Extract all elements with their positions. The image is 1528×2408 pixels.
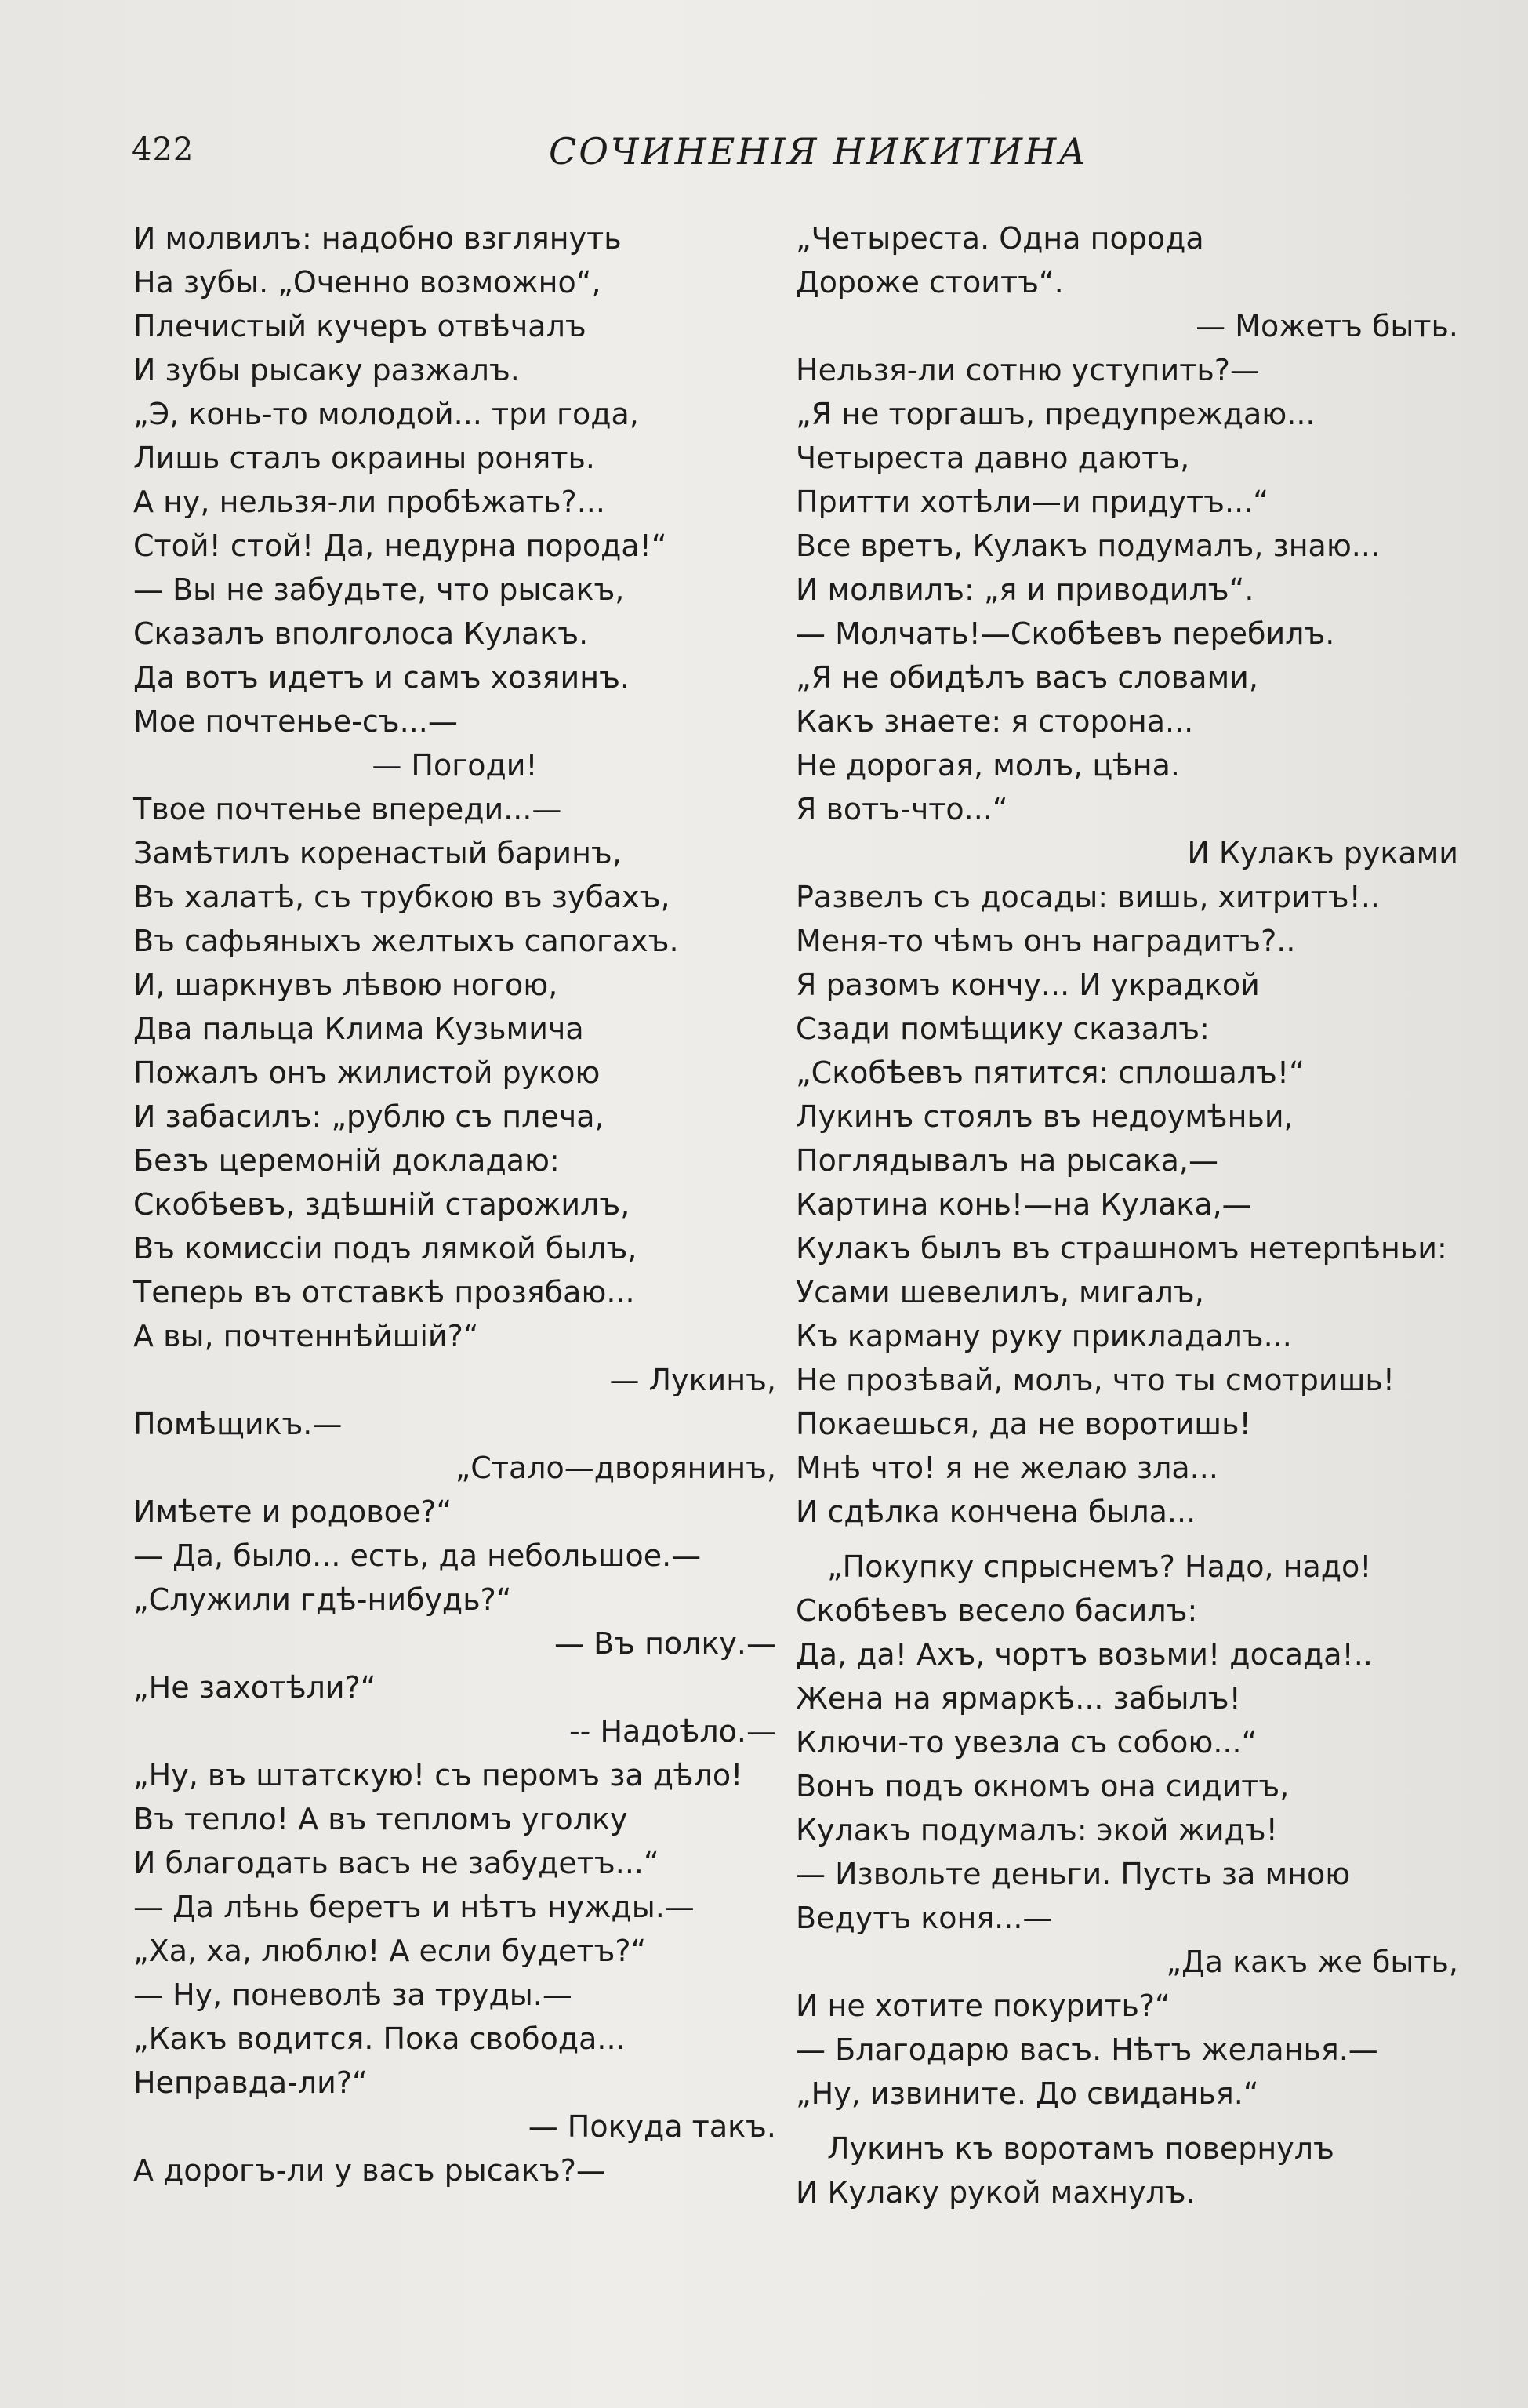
verse-line: Пожалъ онъ жилистой рукою	[133, 1055, 601, 1090]
verse-line: Развелъ съ досады: вишь, хитритъ!..	[796, 880, 1381, 914]
verse-line: „Да какъ же быть,	[1166, 1945, 1458, 1979]
verse-line: Безъ церемоній докладаю:	[133, 1143, 560, 1178]
verse-line: Имѣете и родовое?“	[133, 1495, 452, 1529]
verse-line: „Я не обидѣлъ васъ словами,	[796, 660, 1258, 695]
verse-line: Мое почтенье-съ...—	[133, 704, 458, 739]
verse-line: — Вы не забудьте, что рысакъ,	[133, 572, 625, 607]
verse-line: Кулакъ подумалъ: экой жидъ!	[796, 1813, 1278, 1847]
verse-line: Да, да! Ахъ, чортъ возьми! досада!..	[796, 1637, 1373, 1672]
verse-line: „Ха, ха, люблю! А если будетъ?“	[133, 1934, 647, 1968]
verse-line: — Покуда такъ.	[528, 2109, 776, 2144]
verse-line: — Въ полку.—	[554, 1626, 776, 1661]
verse-line: Неправда-ли?“	[133, 2065, 368, 2100]
verse-line: И благодать васъ не забудетъ...“	[133, 1846, 659, 1880]
verse-line: И забасилъ: „рублю съ плеча,	[133, 1099, 604, 1134]
verse-line: Жена на ярмаркѣ... забылъ!	[796, 1681, 1241, 1716]
verse-line: Сзади помѣщику сказалъ:	[796, 1012, 1210, 1046]
verse-line: Въ сафьяныхъ желтыхъ сапогахъ.	[133, 924, 679, 958]
verse-line: „Служили гдѣ-нибудь?“	[133, 1582, 512, 1617]
verse-line: Къ карману руку прикладалъ...	[796, 1319, 1292, 1353]
verse-line: — Лукинъ,	[609, 1363, 776, 1397]
verse-line: Ведутъ коня...—	[796, 1901, 1053, 1935]
verse-line: Какъ знаете: я сторона...	[796, 704, 1194, 739]
verse-line: Твое почтенье впереди...—	[133, 792, 562, 826]
verse-line: Лишь сталъ окраины ронять.	[133, 441, 595, 475]
verse-line: На зубы. „Оченно возможно“,	[133, 265, 601, 300]
verse-line: Лукинъ стоялъ въ недоумѣньи,	[796, 1099, 1294, 1134]
verse-line: И молвилъ: „я и приводилъ“.	[796, 572, 1254, 607]
page-header	[0, 125, 1528, 180]
verse-line: Вонъ подъ окномъ она сидитъ,	[796, 1769, 1290, 1803]
verse-line: „Ну, въ штатскую! съ перомъ за дѣло!	[133, 1758, 743, 1792]
verse-line: Меня-то чѣмъ онъ наградитъ?..	[796, 924, 1296, 958]
verse-line: Я разомъ кончу... И украдкой	[796, 968, 1260, 1002]
verse-line: Мнѣ что! я не желаю зла...	[796, 1451, 1218, 1485]
right-column	[796, 216, 1458, 2214]
verse-line: Нельзя-ли сотню уступить?—	[796, 353, 1260, 387]
verse-line: И, шаркнувъ лѣвою ногою,	[133, 968, 558, 1002]
verse-line: И молвилъ: надобно взглянуть	[133, 221, 622, 256]
verse-line: А дорогъ-ли у васъ рысакъ?—	[133, 2153, 606, 2188]
running-title: СОЧИНЕНІЯ НИКИТИНА	[549, 130, 1089, 173]
verse-line: Два пальца Клима Кузьмича	[133, 1012, 584, 1046]
verse-line: И Кулаку рукой махнулъ.	[796, 2175, 1196, 2210]
verse-line: „Стало—дворянинъ,	[455, 1451, 776, 1485]
verse-line: Я вотъ-что...“	[796, 792, 1008, 826]
verse-line: Теперь въ отставкѣ прозябаю...	[133, 1275, 635, 1309]
page-number: 422	[132, 132, 194, 168]
verse-line: — Молчать!—Скобѣевъ перебилъ.	[796, 616, 1335, 651]
verse-line: И Кулакъ руками	[1187, 836, 1458, 870]
verse-line: — Благодарю васъ. Нѣтъ желанья.—	[796, 2032, 1378, 2067]
verse-line: Усами шевелилъ, мигалъ,	[796, 1275, 1204, 1309]
verse-line: Стой! стой! Да, недурна порода!“	[133, 528, 667, 563]
verse-line: Въ комиссіи подъ лямкой былъ,	[133, 1231, 637, 1266]
verse-line: Картина конь!—на Кулака,—	[796, 1187, 1252, 1222]
verse-line: Плечистый кучеръ отвѣчалъ	[133, 309, 586, 343]
verse-line: „Не захотѣли?“	[133, 1670, 376, 1705]
verse-line: Сказалъ вполголоса Кулакъ.	[133, 616, 589, 651]
verse-line: — Можетъ быть.	[1196, 309, 1458, 343]
verse-line: Въ тепло! А въ тепломъ уголку	[133, 1802, 628, 1836]
verse-line: Притти хотѣли—и придутъ...“	[796, 485, 1268, 519]
verse-line: Лукинъ къ воротамъ повернулъ	[827, 2131, 1334, 2166]
verse-line: Покаешься, да не воротишь!	[796, 1407, 1251, 1441]
verse-line: Все вретъ, Кулакъ подумалъ, знаю...	[796, 528, 1381, 563]
verse-line: Поглядывалъ на рысака,—	[796, 1143, 1218, 1178]
verse-line: Не дорогая, молъ, цѣна.	[796, 748, 1181, 783]
verse-line: А ну, нельзя-ли пробѣжать?...	[133, 485, 605, 519]
verse-line: Замѣтилъ коренастый баринъ,	[133, 836, 622, 870]
verse-line: Кулакъ былъ въ страшномъ нетерпѣньи:	[796, 1231, 1447, 1266]
left-column	[133, 216, 776, 2192]
verse-line: Да вотъ идетъ и самъ хозяинъ.	[133, 660, 630, 695]
verse-line: И зубы рысаку разжалъ.	[133, 353, 520, 387]
verse-line: Скобѣевъ весело басилъ:	[796, 1593, 1198, 1628]
verse-line: „Я не торгашъ, предупреждаю...	[796, 397, 1316, 431]
verse-line: Дороже стоитъ“.	[796, 265, 1064, 300]
verse-line: „Ну, извините. До свиданья.“	[796, 2076, 1259, 2111]
verse-line: Скобѣевъ, здѣшній старожилъ,	[133, 1187, 630, 1222]
verse-line: -- Надоѣло.—	[568, 1714, 776, 1749]
verse-line: Помѣщикъ.—	[133, 1407, 343, 1441]
verse-line: И не хотите покурить?“	[796, 1989, 1170, 2023]
verse-line: А вы, почтеннѣйшій?“	[133, 1319, 479, 1353]
verse-line: — Погоди!	[372, 748, 538, 783]
verse-line: „Э, конь-то молодой... три года,	[133, 397, 639, 431]
verse-line: „Четыреста. Одна порода	[796, 221, 1204, 256]
verse-line: — Да лѣнь беретъ и нѣтъ нужды.—	[133, 1890, 695, 1924]
verse-line: Четыреста давно даютъ,	[796, 441, 1190, 475]
verse-line: Не прозѣвай, молъ, что ты смотришь!	[796, 1363, 1396, 1397]
verse-line: Въ халатѣ, съ трубкою въ зубахъ,	[133, 880, 670, 914]
verse-line: „Покупку спрыснемъ? Надо, надо!	[827, 1549, 1372, 1584]
verse-line: — Да, было... есть, да небольшое.—	[133, 1538, 702, 1573]
verse-line: — Ну, поневолѣ за труды.—	[133, 1978, 572, 2012]
verse-line: „Какъ водится. Пока свобода...	[133, 2021, 626, 2056]
verse-line: И сдѣлка кончена была...	[796, 1495, 1196, 1529]
verse-line: „Скобѣевъ пятится: сплошалъ!“	[796, 1055, 1305, 1090]
verse-line: — Извольте деньги. Пусть за мною	[796, 1857, 1351, 1891]
verse-line: Ключи-то увезла съ собою...“	[796, 1725, 1258, 1760]
